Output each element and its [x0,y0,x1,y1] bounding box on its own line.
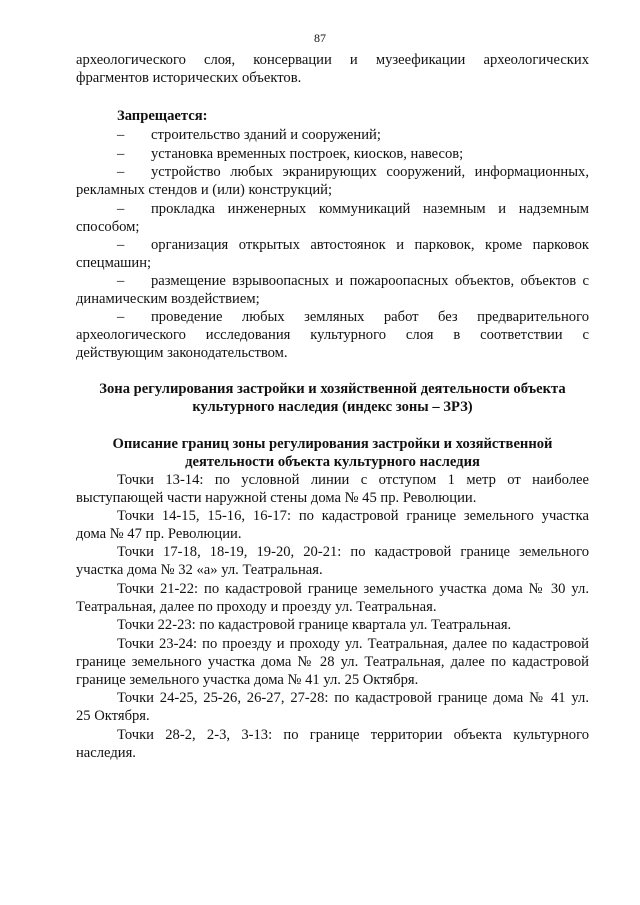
paragraph-1-line-2: выступающей части наружной стены дома № 45 пр. Революции. [76,490,477,506]
intro-line-1: археологического слоя, консервации и музеефикации археологических [76,52,589,68]
list-dash: – [117,146,125,162]
list-dash: – [117,127,125,143]
list-item-3-line-2: рекламных стендов и (или) конструкций; [76,182,333,198]
list-item-7-line-2: археологического исследования культурного слоя в соответствии с [76,327,589,343]
paragraph-7-line-2: 25 Октября. [76,708,150,724]
borders-title-line-1: Описание границ зоны регулирования застройки и хозяйственной [112,436,553,452]
paragraph-4-line-2: Театральная, далее по проходу и проезду ул. Театральная. [76,599,437,615]
borders-title-line-2: деятельности объекта культурного наследия [185,454,480,470]
list-item-3-line-1: устройство любых экранирующих сооружений, информационных, [151,164,589,180]
list-item-5-line-1: организация открытых автостоянок и парковок, кроме парковок [151,237,589,253]
list-item-7-line-1: проведение любых земляных работ без предварительного [151,309,589,325]
paragraph-4-line-1: Точки 21-22: по кадастровой границе земельного участка дома № 30 ул. [117,581,589,597]
paragraph-6-line-1: Точки 23-24: по проезду и проходу ул. Театральная, далее по кадастровой [117,636,589,652]
list-item-4-line-1: прокладка инженерных коммуникаций наземным и надземным [151,201,589,217]
paragraph-8-line-2: наследия. [76,745,136,761]
paragraph-6-line-3: границе земельного участка дома № 41 ул. 25 Октября. [76,672,419,688]
list-item-5-line-2: спецмашин; [76,255,152,271]
list-dash: – [117,164,125,180]
paragraph-2-line-2: дома № 47 пр. Революции. [76,526,242,542]
list-dash: – [117,309,125,325]
list-item-4-line-2: способом; [76,219,140,235]
paragraph-3-line-2: участка дома № 32 «а» ул. Театральная. [76,562,323,578]
intro-line-2: фрагментов исторических объектов. [76,70,302,86]
paragraph-2-line-1: Точки 14-15, 15-16, 16-17: по кадастровой границе земельного участка [117,508,589,524]
paragraph-6-line-2: границе земельного участка дома № 28 ул. Театральная, далее по кадастровой [76,654,589,670]
prohibited-heading: Запрещается: [117,108,208,124]
paragraph-3-line-1: Точки 17-18, 18-19, 19-20, 20-21: по кадастровой границе земельного [117,544,589,560]
list-dash: – [117,201,125,217]
zone-title-line-1: Зона регулирования застройки и хозяйственной деятельности объекта [99,381,566,397]
paragraph-7-line-1: Точки 24-25, 25-26, 26-27, 27-28: по кадастровой границе дома № 41 ул. [117,690,589,706]
page-number: 87 [314,31,326,45]
list-item-6-line-2: динамическим воздействием; [76,291,260,307]
paragraph-1-line-1: Точки 13-14: по условной линии с отступом 1 метр от наиболее [117,472,589,488]
paragraph-8-line-1: Точки 28-2, 2-3, 3-13: по границе территории объекта культурного [117,727,589,743]
list-dash: – [117,273,125,289]
list-item-7-line-3: действующим законодательством. [76,345,288,361]
paragraph-5-line-1: Точки 22-23: по кадастровой границе квартала ул. Театральная. [117,617,512,633]
list-item-1: строительство зданий и сооружений; [151,127,381,143]
list-item-6-line-1: размещение взрывоопасных и пожароопасных объектов, объектов с [151,273,589,289]
zone-title-line-2: культурного наследия (индекс зоны – ЗРЗ) [192,399,473,415]
list-item-2: установка временных построек, киосков, навесов; [151,146,464,162]
list-dash: – [117,237,125,253]
